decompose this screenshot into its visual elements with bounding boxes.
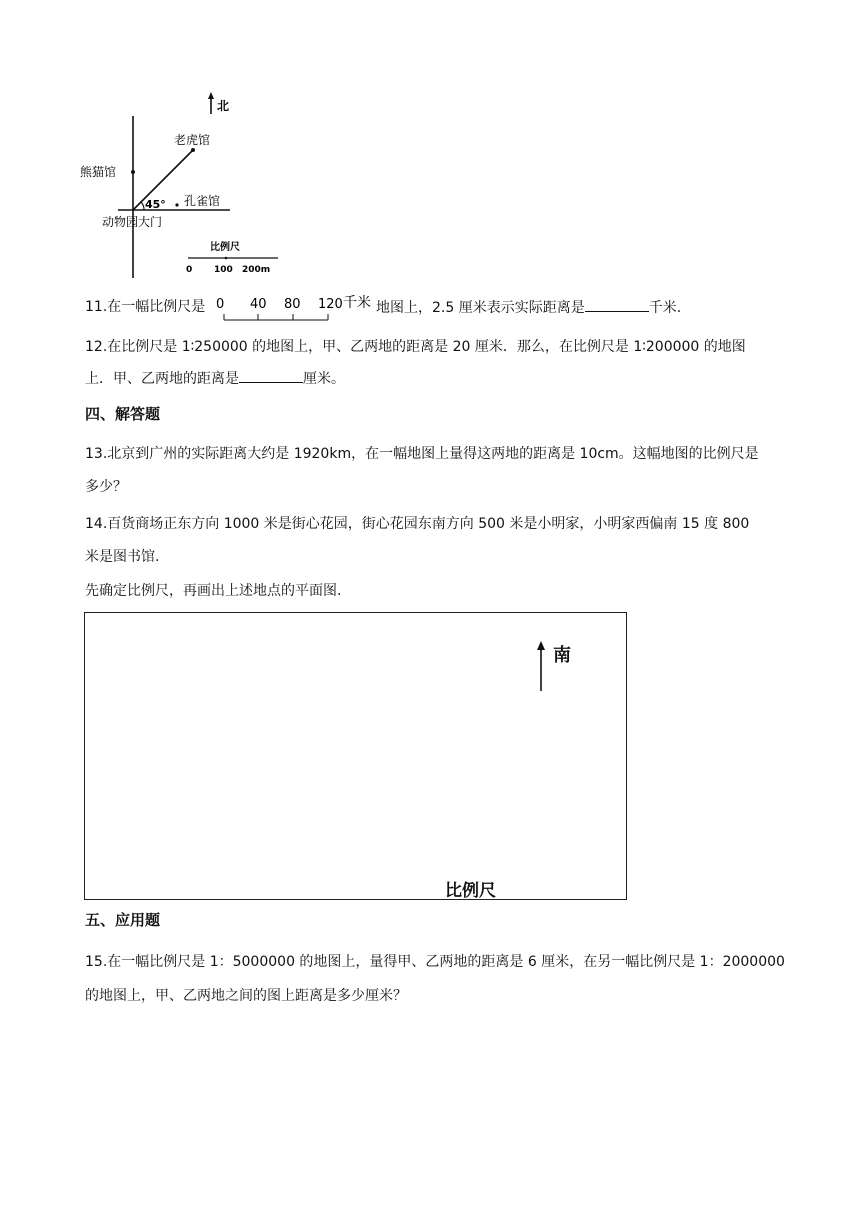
figure-scale-tick-1: 100 [214,265,233,275]
angle-label: 45° [145,198,166,211]
q12-answer-blank[interactable] [239,368,303,383]
figure-scale-mid [225,257,228,260]
question-11 [85,297,205,317]
section-5-title: 五、应用题 [85,911,161,929]
question-14-line-2: 米是图书馆. [85,549,160,565]
q11-scale-tick-1: 40 [250,297,267,312]
angle-arc [141,202,144,210]
drawing-scale-label: 比例尺 [445,881,496,901]
question-14-line-1: 14.百货商场正东方向 1000 米是街心花园，街心花园东南方向 500 米是小明家，小明家西偏南 15 度 800 [85,516,750,532]
q11-prefix: 11.在一幅比例尺是 [85,299,206,315]
north-arrow-head [208,92,214,99]
q11-rest [376,297,681,318]
tiger-point [191,148,195,152]
peacock-label: 孔雀馆 [184,194,221,208]
drawing-area-box[interactable] [84,612,627,900]
q11-suffix-2: 千米. [648,300,682,316]
question-14-line-3: 先确定比例尺，再画出上述地点的平面图. [85,583,342,599]
q11-scale-svg [212,290,382,326]
q12-line2-suffix: 厘米。 [303,371,345,387]
zoo-map-svg [78,88,271,280]
question-15-line-1: 15.在一幅比例尺是 1：5000000 的地图上，量得甲、乙两地的距离是 6 厘米，在另一幅比例尺是 1：2000000 [85,954,785,970]
figure-scale-tick-2: 200m [242,265,271,275]
q11-scale-tick-3: 120 [318,297,343,312]
panda-label: 熊猫馆 [80,165,117,179]
direction-label: 南 [553,645,571,666]
q11-suffix-1: 地图上，2.5 厘米表示实际距离是 [376,300,585,316]
q11-scale-bar [212,290,382,326]
question-13-line-2: 多少？ [85,479,127,495]
north-label: 北 [217,99,230,113]
section-4-title: 四、解答题 [85,405,161,423]
direction-arrow-head [537,641,545,650]
panda-point [131,170,135,174]
question-12-line-2 [85,368,345,389]
q11-answer-blank[interactable] [585,297,649,312]
question-13-line-1: 13.北京到广州的实际距离大约是 1920km，在一幅地图上量得这两地的距离是 10cm。这幅地图的比例尺是 [85,446,759,462]
question-12-line-1: 12.在比例尺是 1∶250000 的地图上，甲、乙两地的距离是 20 厘米．那么，在比例尺是 1∶200000 的地图 [85,339,746,355]
q12-line2-prefix: 上．甲、乙两地的距离是 [85,371,239,387]
zoo-map-figure [78,88,271,280]
q11-scale-tick-0: 0 [216,297,225,312]
figure-scale-title: 比例尺 [210,242,240,253]
q11-scale-tick-2: 80 [284,297,301,312]
q11-scale-unit: 千米 [343,295,371,311]
gate-label: 动物园大门 [102,215,163,229]
figure-scale-tick-0: 0 [186,265,193,275]
question-15-line-2: 的地图上，甲、乙两地之间的图上距离是多少厘米？ [85,988,407,1004]
tiger-label: 老虎馆 [174,133,211,147]
peacock-point [175,203,178,206]
